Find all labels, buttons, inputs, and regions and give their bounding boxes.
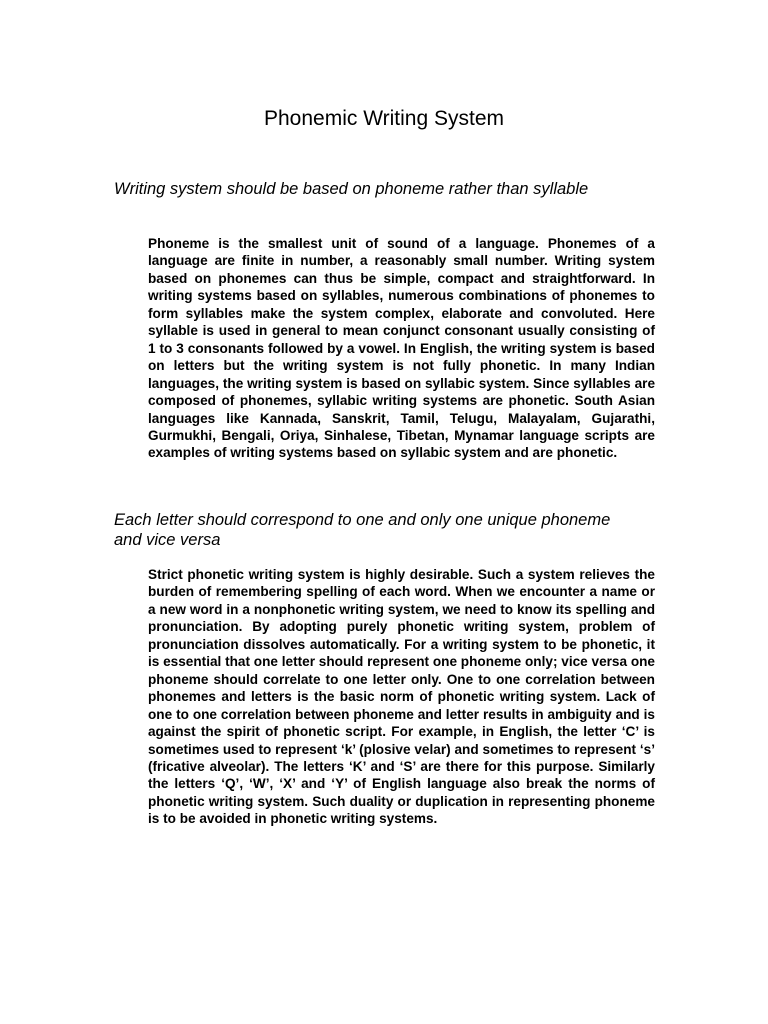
document-title: Phonemic Writing System	[263, 107, 505, 130]
section-heading-one-to-one-correspondence: Each letter should correspond to one and only one unique phoneme and vice versa	[114, 511, 611, 549]
section-body-one-to-one-correspondence: Strict phonetic writing system is highly desirable. Such a system relieves the burden of remembering spelling of each word. When we encounter a name or a new word in a nonphonetic writing system, we need to know its spelling and pronunciation. By adopting purely phonetic writing system, problem of pronunciation dissolves automatically. For a writing system to be phonetic, it is essential that one letter should represent one phoneme only; vice versa one phoneme should correlate to one letter only. One to one correlation between phonemes and letters is the basic norm of phonetic writing system. Lack of one to one correlation between phoneme and letter results in ambiguity and is against the spirit of phonetic script. For example, in English, the letter ‘C’ is sometimes used to represent ‘k’ (plosive velar) and sometimes to represent ‘s’ (fricative alveolar). The letters ‘K’ and ‘S’ are there for this purpose. Similarly the letters ‘Q’, ‘W’, ‘X’ and ‘Y’ of English language also break the norms of phonetic writing system. Such duality or duplication in representing phoneme is to be avoided in phonetic writing systems.	[148, 567, 655, 827]
section-body-phoneme-vs-syllable: Phoneme is the smallest unit of sound of a language. Phonemes of a language are finite in number, a reasonably small number. Writing system based on phonemes can thus be simple, compact and straightforward. In writing systems based on syllables, numerous combinations of phonemes to form syllables make the system complex, elaborate and convoluted. Here syllable is used in general to mean conjunct consonant usually consisting of 1 to 3 consonants followed by a vowel. In English, the writing system is based on letters but the writing system is not fully phonetic. In many Indian languages, the writing system is based on syllabic system. Since syllables are composed of phonemes, syllabic writing systems are phonetic. South Asian languages like Kannada, Sanskrit, Tamil, Telugu, Malayalam, Gujarathi, Gurmukhi, Bengali, Oriya, Sinhalese, Tibetan, Mynamar language scripts are examples of writing systems based on syllabic system and are phonetic.	[148, 236, 655, 461]
section-heading-phoneme-vs-syllable: Writing system should be based on phoneme rather than syllable	[114, 180, 589, 198]
